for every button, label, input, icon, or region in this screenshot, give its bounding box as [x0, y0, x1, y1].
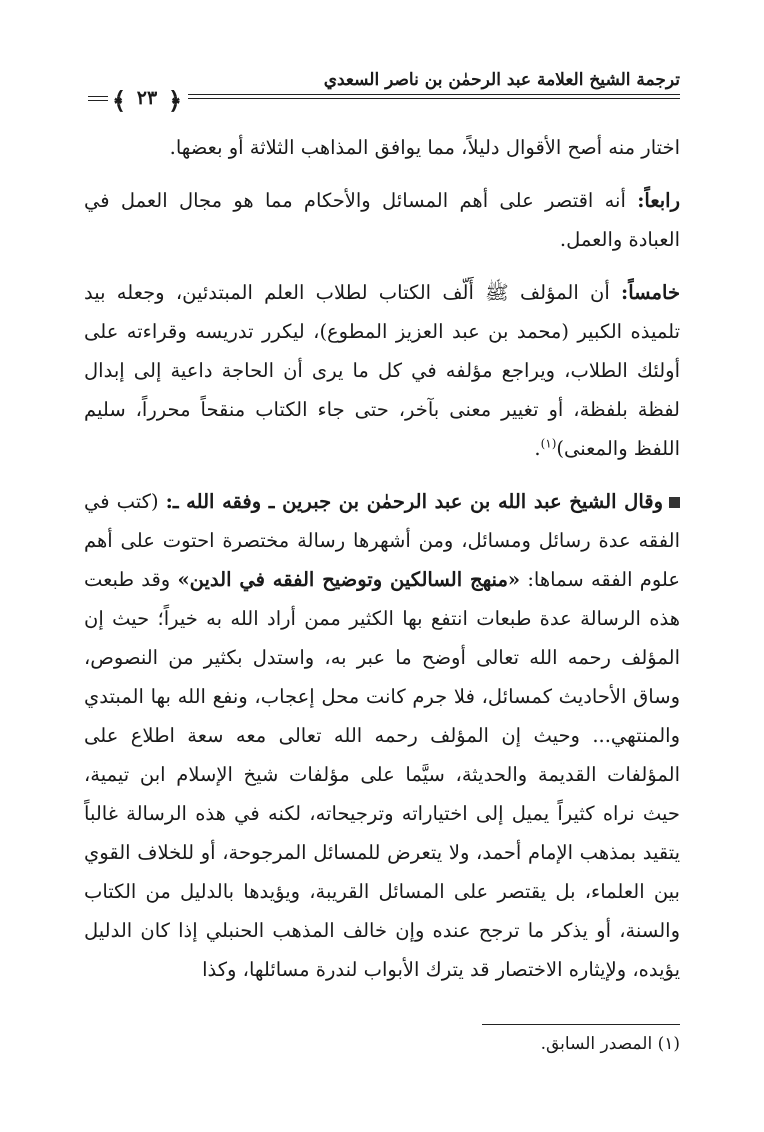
page-number-frame — [110, 84, 184, 114]
footnote-text: المصدر السابق. — [540, 1034, 653, 1054]
paragraph-text: أنه اقتصر على أهم المسائل والأحكام مما هو مجال العمل في العبادة والعمل. — [84, 189, 680, 251]
footnote-reference[interactable]: (١) — [540, 436, 557, 451]
paragraph-continuation — [84, 128, 680, 167]
paragraph-lead-word: خامساً: — [621, 281, 680, 304]
page-number-bracket-right: ﴿ — [167, 86, 182, 115]
header-rule-double — [188, 98, 680, 99]
running-title: ترجمة الشيخ العلامة عبد الرحمٰن بن ناصر السعدي — [323, 70, 680, 90]
page-number-lead-rule-double — [88, 100, 108, 101]
square-bullet-icon — [669, 497, 680, 508]
paragraph-text: اختار منه أصح الأقوال دليلاً، مما يوافق المذاهب الثلاثة أو بعضها. — [169, 136, 680, 159]
page-header — [88, 62, 680, 115]
header-rule — [188, 94, 680, 95]
paragraph-fourth — [84, 181, 680, 259]
quote-text-part2: وقد طبعت هذه الرسالة عدة طبعات انتفع بها الكثير ممن أراد الله به خيراً؛ حيث إن المؤلف رحمه الله تعالى أوضح ما عبر به، واستدل بكثير من النصوص، وساق الأحاديث كمسائل، فلا جرم كانت محل إعجاب، ونفع الله بها المبتدي والمنتهي... وحيث إن المؤلف رحمه الله تعالى معه سعة اطلاع على المؤلفات القديمة والحديثة، سيَّما على مؤلفات شيخ الإسلام ابن تيمية، حيث نراه كثيراً يميل إلى اختياراته وترجيحاته، لكنه في هذه الرسالة غالباً يتقيد بمذهب الإمام أحمد، ولا يتعرض للمسائل المرجوحة، أو للخلاف القوي بين العلماء، بل يقتصر على المسائل القريبة، ويؤيدها بالدليل من الكتاب والسنة، أو يذكر ما ترجح عنده وإن خالف المذهب الحنبلي إذا كان الدليل يؤيده، ولإيثاره الاختصار قد يترك الأبواب لندرة مسائلها، وكذا — [84, 568, 680, 981]
page-number: ٢٣ — [136, 87, 158, 109]
page-number-bracket-left: ﴾ — [112, 86, 127, 115]
paragraph-text: أن المؤلف ﷺ أَلّف الكتاب لطلاب العلم المبتدئين، وجعله بيد تلميذه الكبير (محمد بن عبد العزيز المطوع)، ليكرر تدريسه وقراءته على أولئك الطلاب، ويراجع مؤلفه في كل ما يرى أن الحاجة داعية إلى إبدال لفظة بلفظة، أو تغيير معنى بآخر، حتى جاء الكتاب منقحاً محرراً، سليم اللفظ والمعنى) — [84, 281, 680, 460]
quoted-book-title: «منهج السالكين وتوضيح الفقه في الدين» — [177, 568, 521, 591]
footnote — [541, 1034, 680, 1054]
paragraph-fifth — [84, 273, 680, 468]
page-number-lead-rule — [88, 96, 108, 97]
footnote-number: (١) — [657, 1034, 680, 1054]
paragraph-tail: . — [534, 437, 541, 460]
footnote-separator — [482, 1024, 680, 1025]
page-body — [84, 128, 680, 989]
quote-intro: وقال الشيخ عبد الله بن عبد الرحمٰن بن جبرين ـ وفقه الله ـ: — [165, 490, 663, 513]
paragraph-quote — [84, 482, 680, 989]
paragraph-lead-word: رابعاً: — [637, 189, 680, 212]
quote-text-part1: (كتب في الفقه عدة رسائل ومسائل، ومن أشهرها رسالة مختصرة احتوت على أهم علوم الفقه سماها: — [84, 490, 680, 591]
